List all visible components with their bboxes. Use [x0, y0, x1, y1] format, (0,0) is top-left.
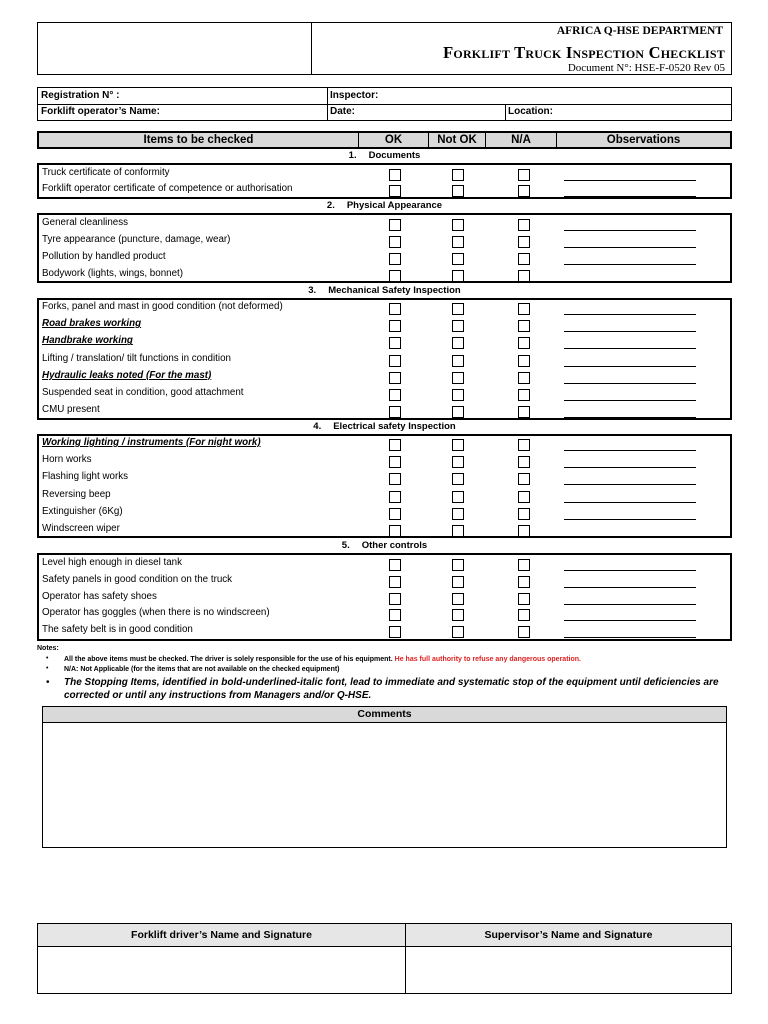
observation-line[interactable]: [564, 637, 696, 638]
note-refuse-warning: He has full authority to refuse any dangerous operation.: [394, 656, 581, 663]
checklist-item: Truck certificate of conformity: [42, 167, 170, 178]
observation-line[interactable]: [564, 196, 696, 197]
checklist-item: Hydraulic leaks noted (For the mast): [42, 369, 212, 381]
not-ok-checkbox[interactable]: [452, 355, 464, 367]
ok-checkbox[interactable]: [389, 372, 401, 384]
na-checkbox[interactable]: [518, 320, 530, 332]
na-checkbox[interactable]: [518, 439, 530, 451]
checklist-item: Safety panels in good condition on the truck: [42, 573, 233, 585]
note-responsibility: [64, 656, 581, 663]
section-box: [37, 553, 732, 641]
section-title: [37, 284, 732, 298]
driver-signature-area[interactable]: [38, 948, 405, 993]
notes-label: Notes:: [37, 645, 59, 652]
not-ok-checkbox[interactable]: [452, 593, 464, 605]
checklist-item: Working lighting / instruments (For night work): [42, 437, 261, 448]
checklist-item: General cleanliness: [42, 217, 129, 228]
na-checkbox[interactable]: [518, 491, 530, 503]
location-field[interactable]: Location:: [508, 106, 553, 117]
checklist-item: Suspended seat in condition, good attachment: [42, 387, 244, 398]
section-number: 4.: [313, 421, 322, 432]
not-ok-checkbox[interactable]: [452, 508, 464, 520]
observation-line[interactable]: [564, 366, 696, 367]
note-stopping-items: The Stopping Items, identified in bold-underlined-italic font, lead to immediate and systematic stop of the equipment until deficiencies are corrected or until any instructions from Managers and/or Q-HSE.: [64, 677, 719, 701]
checklist-item: Road brakes working: [42, 318, 142, 330]
na-checkbox[interactable]: [518, 626, 530, 638]
ok-checkbox[interactable]: [389, 253, 401, 265]
na-checkbox[interactable]: [518, 253, 530, 265]
observation-line[interactable]: [564, 247, 696, 248]
logo-area: [38, 23, 312, 74]
ok-checkbox[interactable]: [389, 320, 401, 332]
ok-checkbox[interactable]: [389, 389, 401, 401]
section-box: [37, 163, 732, 199]
observation-line[interactable]: [564, 587, 696, 588]
na-checkbox[interactable]: [518, 609, 530, 621]
signature-table: [37, 923, 732, 994]
checklist-item: Flashing light works: [42, 471, 129, 483]
date-field[interactable]: Date:: [330, 106, 356, 117]
observation-line[interactable]: [564, 281, 696, 282]
checklist-item: Operator has safety shoes: [42, 590, 157, 602]
na-checkbox[interactable]: [518, 576, 530, 588]
not-ok-checkbox[interactable]: [452, 169, 464, 181]
observation-line[interactable]: [564, 620, 696, 621]
observation-line[interactable]: [564, 348, 696, 349]
observation-line[interactable]: [564, 519, 696, 520]
checklist-item: Pollution by handled product: [42, 251, 166, 262]
section-title: [37, 199, 732, 213]
col-ok: OK: [359, 133, 429, 147]
na-checkbox[interactable]: [518, 303, 530, 315]
checklist-item: Forks, panel and mast in good condition (not deformed): [42, 301, 283, 312]
na-checkbox[interactable]: [518, 389, 530, 401]
department-name: AFRICA Q-HSE DEPARTMENT: [556, 25, 723, 37]
ok-checkbox[interactable]: [389, 270, 401, 282]
ok-checkbox[interactable]: [389, 406, 401, 418]
observation-line[interactable]: [564, 484, 696, 485]
ok-checkbox[interactable]: [389, 473, 401, 485]
info-table: [37, 87, 732, 121]
na-checkbox[interactable]: [518, 270, 530, 282]
col-not-ok: Not OK: [429, 133, 486, 147]
inspector-field[interactable]: Inspector:: [330, 90, 379, 101]
ok-checkbox[interactable]: [389, 626, 401, 638]
checklist-item: Lifting / translation/ tilt functions in condition: [42, 352, 231, 364]
checklist-column-header: [37, 131, 732, 149]
section-box: [37, 213, 732, 283]
ok-checkbox[interactable]: [389, 355, 401, 367]
observation-line[interactable]: [564, 383, 696, 384]
na-checkbox[interactable]: [518, 406, 530, 418]
ok-checkbox[interactable]: [389, 576, 401, 588]
document-header: [37, 22, 732, 75]
not-ok-checkbox[interactable]: [452, 320, 464, 332]
section-name: Mechanical Safety Inspection: [328, 285, 461, 296]
not-ok-checkbox[interactable]: [452, 576, 464, 588]
checklist-item: Handbrake working: [42, 335, 133, 347]
na-checkbox[interactable]: [518, 219, 530, 231]
section-box: [37, 298, 732, 420]
observation-line[interactable]: [564, 417, 696, 418]
not-ok-checkbox[interactable]: [452, 219, 464, 231]
section-number: 5.: [341, 540, 350, 551]
page-title: Forklift Truck Inspection Checklist: [443, 43, 725, 62]
section-name: Documents: [368, 150, 421, 161]
not-ok-checkbox[interactable]: [452, 253, 464, 265]
checklist-item: Bodywork (lights, wings, bonnet): [42, 268, 184, 279]
observation-line[interactable]: [564, 264, 696, 265]
ok-checkbox[interactable]: [389, 303, 401, 315]
ok-checkbox[interactable]: [389, 236, 401, 248]
na-checkbox[interactable]: [518, 593, 530, 605]
not-ok-checkbox[interactable]: [452, 236, 464, 248]
bullet-icon: •: [46, 655, 49, 662]
checklist-item: Extinguisher (6Kg): [42, 505, 123, 517]
note-responsibility-text: All the above items must be checked. The driver is solely responsible for the use of his equipment.: [64, 656, 393, 663]
checklist-item: Tyre appearance (puncture, damage, wear): [42, 234, 231, 245]
section-name: Electrical safety Inspection: [333, 421, 456, 432]
not-ok-checkbox[interactable]: [452, 185, 464, 197]
observation-line[interactable]: [564, 604, 696, 605]
section-number: 1.: [348, 150, 357, 161]
ok-checkbox[interactable]: [389, 525, 401, 537]
not-ok-checkbox[interactable]: [452, 372, 464, 384]
observation-line[interactable]: [564, 400, 696, 401]
observation-line[interactable]: [564, 314, 696, 315]
supervisor-signature-label: Supervisor’s Name and Signature: [406, 924, 731, 947]
section-name: Physical Appearance: [346, 200, 443, 211]
col-items: Items to be checked: [39, 133, 359, 147]
not-ok-checkbox[interactable]: [452, 456, 464, 468]
na-checkbox[interactable]: [518, 456, 530, 468]
section-number: 2.: [326, 200, 335, 211]
observation-line[interactable]: [564, 467, 696, 468]
document-number: Document N°: HSE-F-0520 Rev 05: [567, 62, 725, 74]
checklist-item: Horn works: [42, 454, 92, 466]
section-number: 3.: [308, 285, 317, 296]
ok-checkbox[interactable]: [389, 456, 401, 468]
ok-checkbox[interactable]: [389, 609, 401, 621]
not-ok-checkbox[interactable]: [452, 559, 464, 571]
not-ok-checkbox[interactable]: [452, 473, 464, 485]
ok-checkbox[interactable]: [389, 219, 401, 231]
bullet-icon: •: [46, 677, 50, 688]
checklist-item: Forklift operator certificate of competence or authorisation: [42, 183, 293, 194]
operator-name-field[interactable]: Forklift operator’s Name:: [41, 106, 160, 117]
driver-signature-label: Forklift driver’s Name and Signature: [38, 924, 406, 947]
checklist-item: The safety belt is in good condition: [42, 624, 193, 636]
ok-checkbox[interactable]: [389, 185, 401, 197]
na-checkbox[interactable]: [518, 236, 530, 248]
ok-checkbox[interactable]: [389, 491, 401, 503]
supervisor-signature-area[interactable]: [406, 948, 731, 993]
na-checkbox[interactable]: [518, 185, 530, 197]
na-checkbox[interactable]: [518, 525, 530, 537]
ok-checkbox[interactable]: [389, 593, 401, 605]
na-checkbox[interactable]: [518, 355, 530, 367]
comments-title: Comments: [43, 707, 726, 723]
checklist-item: Level high enough in diesel tank: [42, 557, 182, 568]
observation-line[interactable]: [564, 570, 696, 571]
na-checkbox[interactable]: [518, 559, 530, 571]
note-na: N/A: Not Applicable (for the items that are not available on the checked equipment): [64, 666, 340, 673]
comments-box[interactable]: [42, 706, 727, 848]
bullet-icon: •: [46, 665, 49, 672]
observation-line[interactable]: [564, 502, 696, 503]
not-ok-checkbox[interactable]: [452, 491, 464, 503]
ok-checkbox[interactable]: [389, 508, 401, 520]
not-ok-checkbox[interactable]: [452, 270, 464, 282]
registration-field[interactable]: Registration N° :: [41, 90, 120, 101]
section-title: [37, 420, 732, 434]
ok-checkbox[interactable]: [389, 439, 401, 451]
section-title: [37, 539, 732, 553]
ok-checkbox[interactable]: [389, 169, 401, 181]
ok-checkbox[interactable]: [389, 337, 401, 349]
observation-line[interactable]: [564, 450, 696, 451]
section-name: Other controls: [361, 540, 428, 551]
section-box: [37, 434, 732, 538]
not-ok-checkbox[interactable]: [452, 303, 464, 315]
not-ok-checkbox[interactable]: [452, 525, 464, 537]
checklist-item: Operator has goggles (when there is no windscreen): [42, 607, 270, 619]
not-ok-checkbox[interactable]: [452, 609, 464, 621]
observation-line[interactable]: [564, 331, 696, 332]
col-na: N/A: [486, 133, 557, 147]
observation-line[interactable]: [564, 180, 696, 181]
na-checkbox[interactable]: [518, 508, 530, 520]
observation-line[interactable]: [564, 230, 696, 231]
na-checkbox[interactable]: [518, 473, 530, 485]
not-ok-checkbox[interactable]: [452, 389, 464, 401]
na-checkbox[interactable]: [518, 337, 530, 349]
not-ok-checkbox[interactable]: [452, 406, 464, 418]
na-checkbox[interactable]: [518, 169, 530, 181]
observation-line[interactable]: [564, 536, 696, 537]
ok-checkbox[interactable]: [389, 559, 401, 571]
section-title: [37, 149, 732, 163]
na-checkbox[interactable]: [518, 372, 530, 384]
not-ok-checkbox[interactable]: [452, 337, 464, 349]
not-ok-checkbox[interactable]: [452, 626, 464, 638]
checklist-item: Windscreen wiper: [42, 523, 120, 534]
not-ok-checkbox[interactable]: [452, 439, 464, 451]
col-observations: Observations: [606, 134, 681, 146]
checklist-item: Reversing beep: [42, 488, 111, 500]
checklist-item: CMU present: [42, 404, 100, 416]
